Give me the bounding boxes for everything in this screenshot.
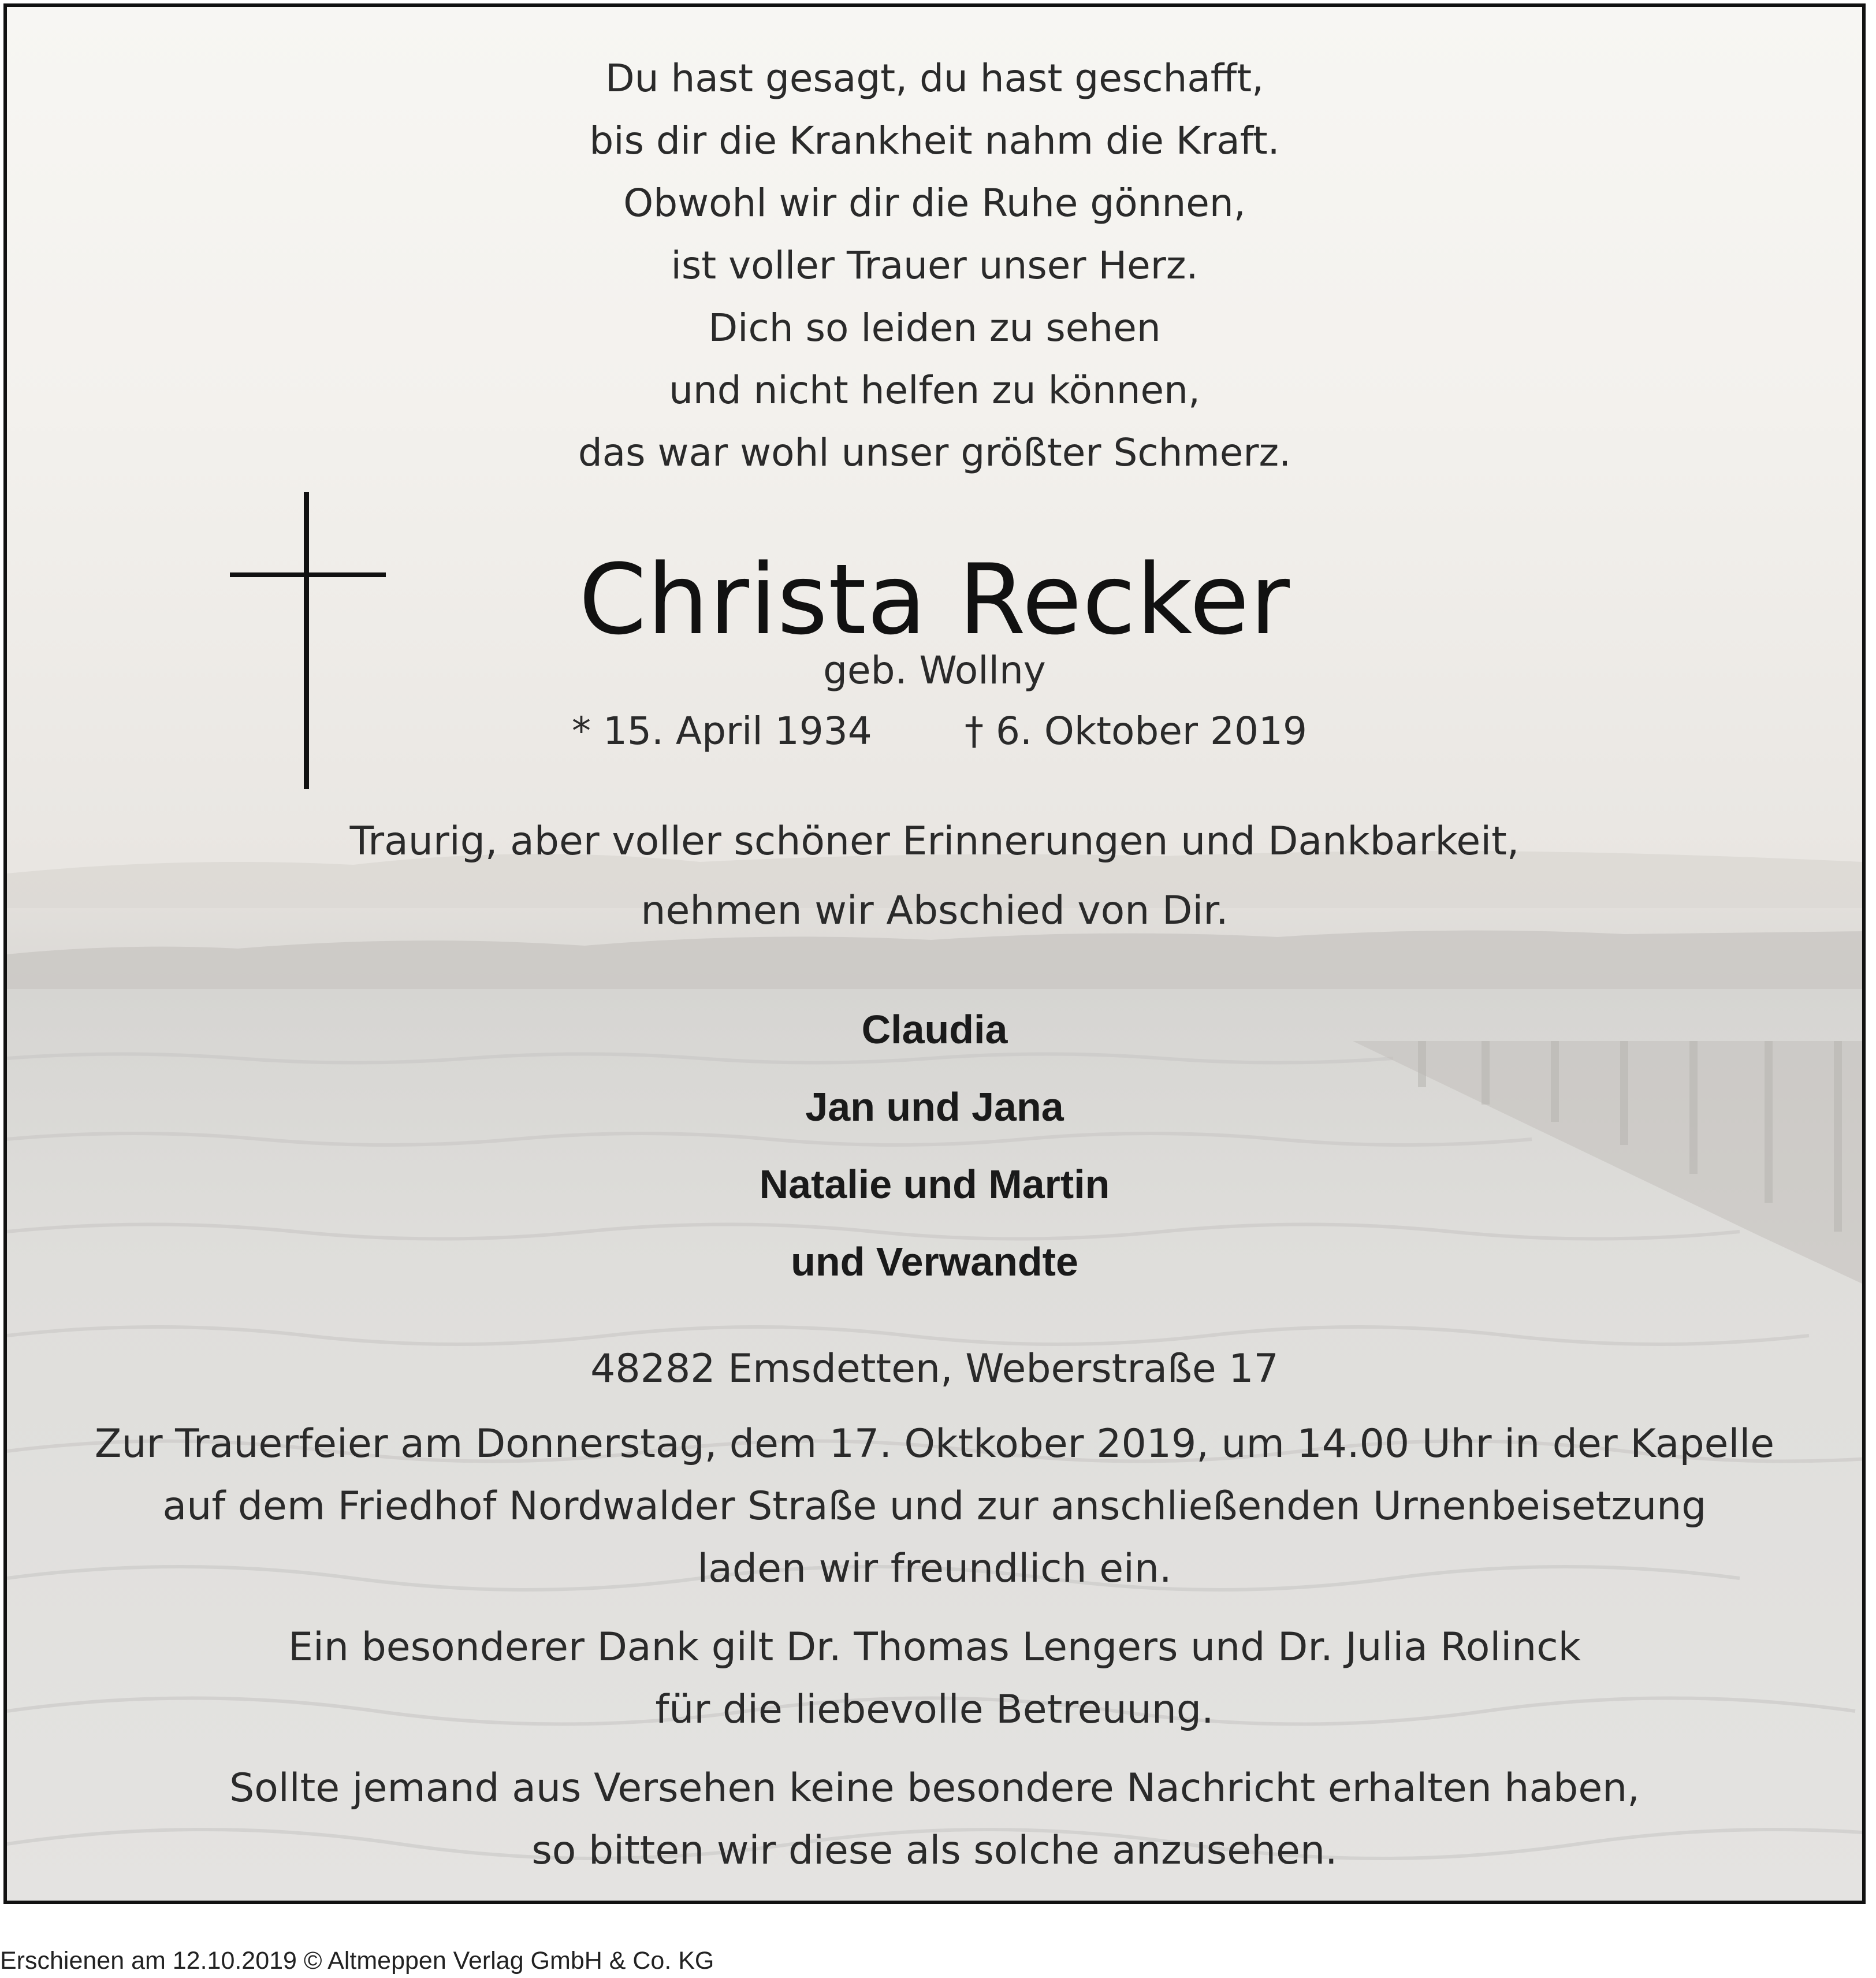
poem-line-6: und nicht helfen zu können, [669, 368, 1200, 412]
ceremony-line-3: laden wir freundlich ein. [697, 1546, 1172, 1592]
family-member: Claudia [861, 1007, 1008, 1052]
poem-line-7: das war wohl unser größter Schmerz. [578, 430, 1291, 475]
deceased-name: Christa Recker [579, 543, 1290, 656]
notice-line-2: so bitten wir diese als solche anzusehen. [531, 1828, 1338, 1873]
family-member: und Verwandte [791, 1239, 1078, 1284]
poem-line-5: Dich so leiden zu sehen [708, 306, 1161, 350]
birth-date: * 15. April 1934 [572, 709, 872, 753]
obituary-frame [3, 3, 1866, 1904]
farewell-line-2: nehmen wir Abschied von Dir. [641, 888, 1229, 934]
poem-line-3: Obwohl wir dir die Ruhe gönnen, [623, 181, 1246, 225]
poem-line-4: ist voller Trauer unser Herz. [671, 243, 1198, 288]
farewell-line-1: Traurig, aber voller schöner Erinnerungen und Dankbarkeit, [349, 819, 1520, 864]
thanks-line-2: für die liebevolle Betreuung. [655, 1687, 1214, 1732]
ceremony-line-1: Zur Trauerfeier am Donnerstag, dem 17. Oktkober 2019, um 14.00 Uhr in der Kapelle [94, 1421, 1775, 1467]
death-date: † 6. Oktober 2019 [965, 709, 1307, 753]
poem-line-1: Du hast gesagt, du hast geschafft, [605, 56, 1264, 101]
ceremony-line-2: auf dem Friedhof Nordwalder Straße und zur anschließenden Urnenbeisetzung [162, 1484, 1707, 1529]
address: 48282 Emsdetten, Weberstraße 17 [590, 1346, 1279, 1392]
family-member: Natalie und Martin [759, 1162, 1110, 1207]
thanks-line-1: Ein besonderer Dank gilt Dr. Thomas Lengers und Dr. Julia Rolinck [288, 1624, 1581, 1670]
notice-line-1: Sollte jemand aus Versehen keine besondere Nachricht erhalten haben, [229, 1765, 1640, 1811]
family-member: Jan und Jana [805, 1084, 1064, 1129]
maiden-name: geb. Wollny [823, 648, 1046, 693]
publication-footer: Erschienen am 12.10.2019 © Altmeppen Verlag GmbH & Co. KG [0, 1947, 714, 1975]
poem-line-2: bis dir die Krankheit nahm die Kraft. [589, 118, 1280, 163]
